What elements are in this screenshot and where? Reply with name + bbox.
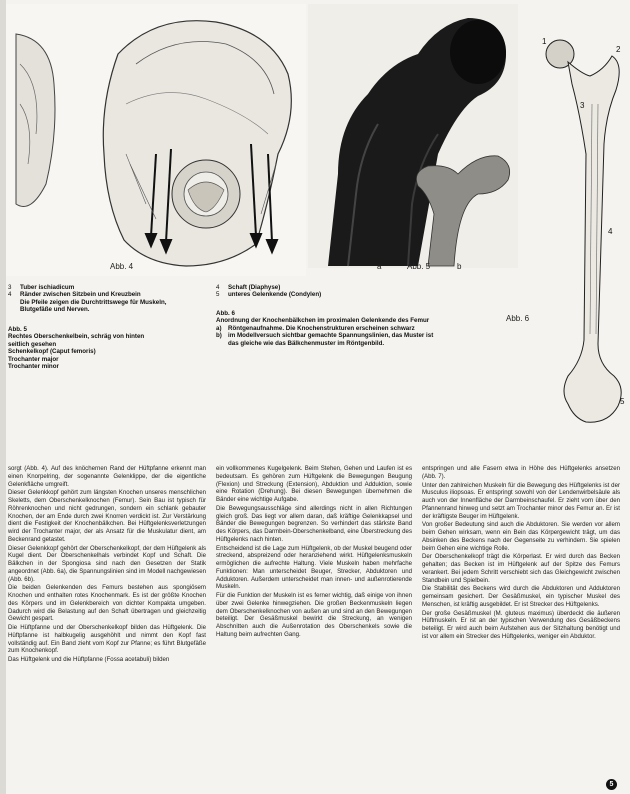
paragraph: sorgt (Abb. 4). Auf des knöchernen Rand der Hüftpfanne erkennt man einen Knorpelring, der sogenannte Gelenklippe, der die eigentliche Gelenkfläche umgreift. bbox=[8, 465, 206, 488]
body-column-3 bbox=[422, 465, 620, 642]
caption-line: Rechtes Oberschenkelbein, schräg von hinten bbox=[8, 333, 145, 341]
paragraph: Entscheidend ist die Lage zum Hüftgelenk, ob der Muskel beugend oder streckend, abspreizend oder heranziehend wirkt. Hüftgelenksmuskeln ermöglichen die aufrechte Haltung. Viele Muskeln haben mehrfache Funktionen: Man unterscheidet Beuger, Strecker, Abduktoren und Adduktoren. Außerdem unterscheidet man innen- und außenrotierende Muskeln. bbox=[216, 544, 412, 591]
caption-abb5-heading: Abb. 5 bbox=[8, 326, 27, 333]
paragraph: Das Hüftgelenk und die Hüftpfanne (Fossa acetabuli) bilden bbox=[8, 656, 170, 663]
caption-line: Trochanter major bbox=[8, 355, 59, 363]
paragraph: Die Stabilität des Beckens wird durch die Abduktoren und Adduktoren gemeinsam gesichert. Der Gesäßmuskel, ein typischer Muskel des Menschen, ist kräftig ausgebildet. Er ist Strecker des Hüftgelenks. bbox=[422, 585, 620, 608]
abb6-number-4: 4 bbox=[608, 227, 613, 236]
caption-item: 5 unteres Gelenkende (Condylen) bbox=[216, 291, 322, 299]
paragraph: Der Oberschenkelkopf trägt die Körperlast. Er wird durch das Becken gehalten; das Becken ist im Hüftgelenk auf der Spitze des Femurs verankert. Bei jedem Schritt verschiebt sich das Gleichgewicht zwischen Standbein und Spielbein. bbox=[422, 553, 620, 584]
abb4-pelvis-drawing bbox=[6, 4, 306, 276]
paragraph: Für die Funktion der Muskeln ist es ferner wichtig, daß einige von ihnen über zwei Gelenke hinwegziehen. Die großen Beckenmuskeln liegen dem Oberschenkelknochen von außen an und sind an den Bewegungen beteiligt. Der Gesäßmuskel bewirkt die Streckung, an wenigen Abschnitten auch die Außenrotation des Oberschenkels sowie die Haltung beim aufrechten Gang. bbox=[216, 592, 412, 638]
paragraph: Dieser Gelenkkopf gehört zum längsten Knochen unseres menschlichen Skeletts, dem Oberschenkelknochen (Femur). Sein Bau ist typisch für Röhrenknochen und nicht gedrungen, sondern ein schlank gebauter Knochen, der am Ende durch zwei Knorren verdickt ist. Zur Verstärkung dient die Festigkeit der Knochenbälkchen. Bei Hüftgelenksverletzungen wird der Trochanter major, der als Ansatz für die Muskulatur dient, am Beckenrand getastet. bbox=[8, 489, 206, 543]
abb6-label: Abb. 6 bbox=[506, 314, 530, 323]
paragraph: Von großer Bedeutung sind auch die Abduktoren. Sie werden vor allem beim Gehen wirksam, wenn ein Bein das Körpergewicht trägt, um das Absinken des Beckens nach der Gegenseite zu verhindern. Sie spielen beim Gehen eine wichtige Rolle. bbox=[422, 521, 620, 552]
caption-abb6-intro: Anordnung der Knochenbälkchen im proximalen Gelenkende des Femur bbox=[216, 317, 430, 325]
paragraph: Die beiden Gelenkenden des Femurs bestehen aus spongiösem Knochen und enthalten rotes Knochenmark. Es ist der größte Knochen des Körpers und im Gelenkbereich von dichter Kompakta umgeben. Dadurch wird die Belastung auf den Schaft übertragen und gleichzeitig Gewicht gespart. bbox=[8, 584, 206, 623]
caption-line: Schenkelkopf (Caput femoris) bbox=[8, 348, 96, 356]
paragraph: Der große Gesäßmuskel (M. gluteus maximus) überdeckt die äußeren Hüftmuskeln. Er ist an der typischen Verwendung des Gesäßbeckens beteiligt. Er wird auch beim Aufstehen aus der Sitzhaltung benötigt und ist vor allem ein Strecker des Hüftgelenks, weniger ein Abduktor. bbox=[422, 609, 620, 640]
caption-item: b) im Modellversuch sichtbar gemachte Spannungslinien, das Muster ist das gleiche wie das Bälkchenmuster im Röntgenbild. bbox=[216, 332, 434, 347]
paragraph: entspringen und alle Fasern etwa in Höhe des Hüftgelenks ansetzen (Abb. 7). bbox=[422, 465, 620, 480]
abb5-femur-xray-image bbox=[308, 4, 518, 268]
abb6-number-1: 1 bbox=[542, 37, 547, 46]
body-column-1 bbox=[8, 465, 206, 665]
abb5-sub-b-label: b bbox=[457, 262, 462, 271]
abb6-femur-drawing bbox=[520, 4, 628, 454]
paragraph: Die Hüftpfanne und der Oberschenkelkopf bilden das Hüftgelenk. Die Hüftpfanne ist halbkugelig ausgehöhlt und nimmt den Kopf fast vollständig auf. Ein Band zieht vom Kopf zur Pfanne; es führt Blutgefäße zum Knochenkopf. bbox=[8, 624, 206, 655]
caption-item: Blutgefäße und Nerven. bbox=[20, 306, 90, 314]
caption-abb6-top bbox=[216, 284, 436, 299]
abb6-number-5: 5 bbox=[620, 397, 625, 406]
page-marker: 5 bbox=[606, 779, 617, 790]
caption-abb6-heading: Abb. 6 bbox=[216, 310, 235, 317]
abb6-number-3: 3 bbox=[580, 101, 585, 110]
caption-item: 4 Ränder zwischen Sitzbein und Kreuzbein bbox=[8, 291, 141, 299]
caption-abb6 bbox=[216, 310, 436, 347]
caption-item: 3 Tuber ischiadicum bbox=[8, 284, 75, 291]
caption-item: Die Pfeile zeigen die Durchtrittswege für Muskeln, bbox=[20, 298, 167, 306]
paragraph: ein vollkommenes Kugelgelenk. Beim Stehen, Gehen und Laufen ist es bedeutsam. Es gehören zum Hüftgelenk die Bewegungen Beugung (Flexion) und Streckung (Extension), Abduktion und Adduktion, sowie eine Rotation (Drehung). Bei diesen Bewegungen übernehmen die Bänder eine wichtige Aufgabe. bbox=[216, 465, 412, 503]
abb5-sub-a-label: a bbox=[377, 262, 382, 271]
caption-line: Trochanter minor bbox=[8, 363, 59, 371]
abb5-label: Abb. 5 bbox=[407, 262, 431, 271]
caption-line: seitlich gesehen bbox=[8, 340, 57, 348]
paragraph: Die Bewegungsausschläge sind allerdings nicht in allen Richtungen gleich groß. Das liegt vor allem daran, daß kräftige Gelenkkapsel und Bänder die Bewegungen begrenzen. So verhindert das stärkste Band des Körpers, das Darmbein-Oberschenkelband, eine Überstreckung des Hüftgelenks nach hinten. bbox=[216, 504, 412, 543]
caption-item: 4 Schaft (Diaphyse) bbox=[216, 284, 281, 291]
paragraph: Unter den zahlreichen Muskeln für die Bewegung des Hüftgelenks ist der Musculus iliopsoas. Er entspringt sowohl von der Lendenwirbelsäule als auch von der Innenfläche der Darmbeinschaufel. Er zieht vorn über den Pfannenrand hinweg und setzt am Trochanter minor des Femur an. Er ist der kräftigste Beuger im Hüftgelenk. bbox=[422, 481, 620, 520]
abb4-label: Abb. 4 bbox=[110, 262, 134, 271]
paragraph: Dieser Gelenkkopf gehört der Oberschenkelkopf, der dem Hüftgelenk als Kugel dient. Der Oberschenkelhals verbindet Kopf und Schaft. Die Bälkchen in der Spongiosa sind nach den Gesetzen der Statik angeordnet (Abb. 6a), die Spannungslinien sind im Modell nachgewiesen (Abb. 6b). bbox=[8, 544, 206, 583]
body-column-2 bbox=[216, 465, 412, 640]
caption-item: a) Röntgenaufnahme. Die Knochenstrukturen erscheinen schwarz bbox=[216, 324, 415, 332]
abb6-number-2: 2 bbox=[616, 45, 621, 54]
